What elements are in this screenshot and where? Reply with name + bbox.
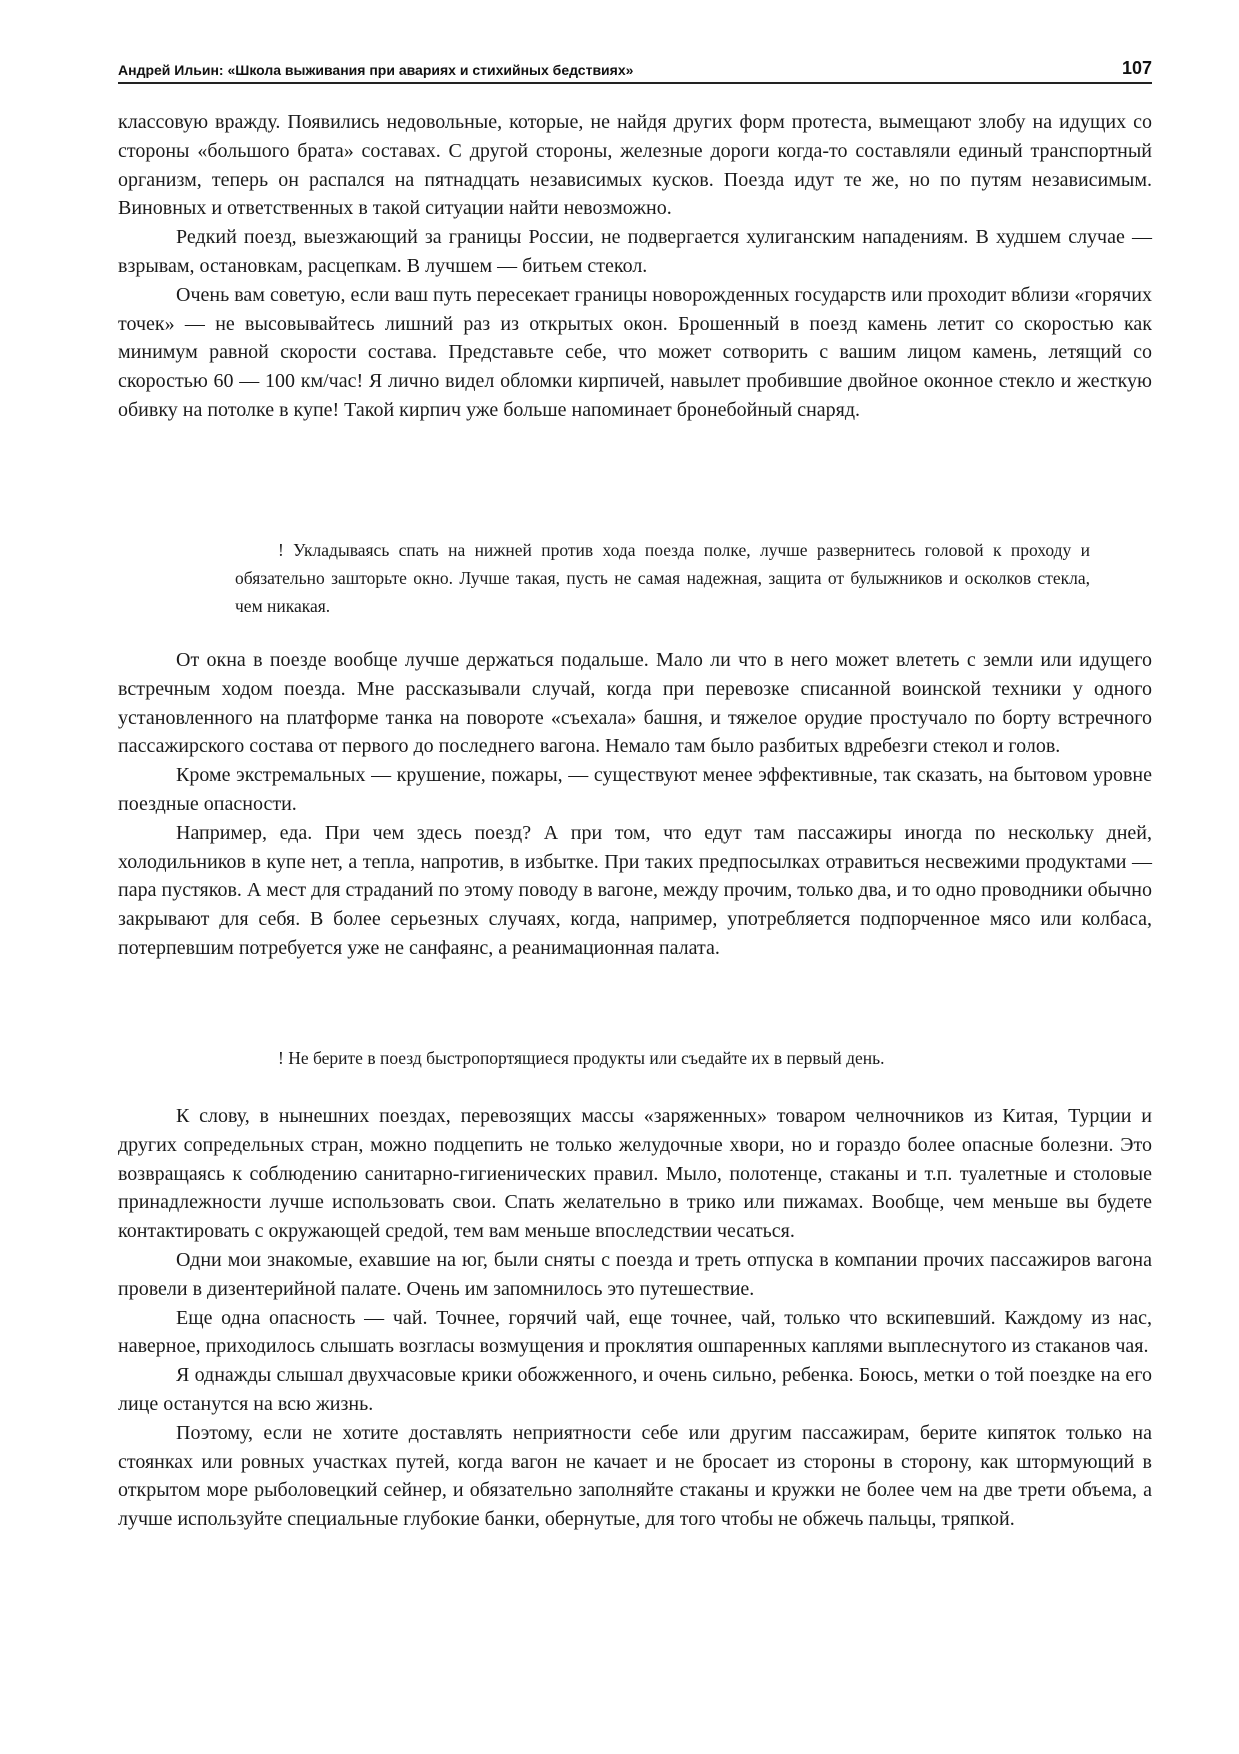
warning-note: ! Укладываясь спать на нижней против хода поезда полке, лучше развернитесь головой к проходу и обязательно зашторьте окно. Лучше такая, пусть не самая надежная, защита от булыжников и осколков стекла, чем никакая. [235, 540, 1090, 616]
warning-note: ! Не берите в поезд быстропортящиеся продукты или съедайте их в первый день. [278, 1048, 885, 1068]
paragraph: Одни мои знакомые, ехавшие на юг, были сняты с поезда и треть отпуска в компании прочих пассажиров вагона провели в дизентерийной палате. Очень им запомнилось это путешествие. [118, 1248, 1152, 1300]
paragraph: Поэтому, если не хотите доставлять неприятности себе или другим пассажирам, берите кипяток только на стоянках или ровных участках путей, когда вагон не качает и не бросает из стороны в сторону, как штормующий в открытом море рыболовецкий сейнер, и обязательно заполняйте стаканы и кружки не более чем на две трети объема, а лучше используйте специальные глубокие банки, обернутые, для того чтобы не обжечь пальцы, тряпкой. [118, 1421, 1152, 1531]
text-block-2 [118, 646, 1152, 963]
paragraph: Еще одна опасность — чай. Точнее, горячий чай, еще точнее, чай, только что вскипевший. Каждому из нас, наверное, приходилось слышать возгласы возмущения и проклятия ошпаренных каплями выплеснутого из стаканов чая. [118, 1306, 1152, 1358]
text-block-3 [118, 1102, 1152, 1534]
paragraph: От окна в поезде вообще лучше держаться подальше. Мало ли что в него может влететь с земли или идущего встречным ходом поезда. Мне рассказывали случай, когда при перевозке списанной воинской техники у одного установленного на платформе танка на повороте «съехала» башня, и тяжелое орудие простучало по борту встречного пассажирского состава от первого до последнего вагона. Немало там было разбитых вдребезги стекол и голов. [118, 649, 1152, 758]
paragraph: Кроме экстремальных — крушение, пожары, — существуют менее эффективные, так сказать, на бытовом уровне поездные опасности. [118, 764, 1152, 815]
paragraph: Очень вам советую, если ваш путь пересекает границы новорожденных государств или проходит вблизи «горячих точек» — не высовывайтесь лишний раз из открытых окон. Брошенный в поезд камень летит со скоростью как минимум равной скорости состава. Представьте себе, что может сотворить с вашим лицом камень, летящий со скоростью 60 — 100 км/час! Я лично видел обломки кирпичей, навылет пробившие двойное оконное стекло и жесткую обивку на потолке в купе! Такой кирпич уже больше напоминает бронебойный снаряд. [118, 283, 1152, 421]
paragraph: Редкий поезд, выезжающий за границы России, не подвергается хулиганским нападениям. В худшем случае — взрывам, остановкам, расцепкам. В лучшем — битьем стекол. [118, 226, 1152, 277]
header-title: Андрей Ильин: «Школа выживания при авариях и стихийных бедствиях» [118, 62, 634, 78]
running-header [118, 54, 1152, 84]
paragraph: Я однажды слышал двухчасовые крики обожженного, и очень сильно, ребенка. Боюсь, метки о той поездке на его лице останутся на всю жизнь. [118, 1364, 1152, 1415]
text-block-1 [118, 108, 1152, 425]
paragraph: К слову, в нынешних поездах, перевозящих массы «заряженных» товаром челночников из Китая, Турции и других сопредельных стран, можно подцепить не только желудочные хвори, но и гораздо более опасные болезни. Это возвращаясь к соблюдению санитарно-гигиенических правил. Мыло, полотенце, стаканы и т.п. туалетные и столовые принадлежности лучше использовать свои. Спать желательно в трико или пижамах. Вообще, чем меньше вы будете контактировать с окружающей средой, тем вам меньше впоследствии чесаться. [118, 1105, 1152, 1243]
paragraph: классовую вражду. Появились недовольные, которые, не найдя других форм протеста, вымещают злобу на идущих со стороны «большого брата» составах. С другой стороны, железные дороги когда-то составляли единый транспортный организм, теперь он распался на пятнадцать независимых кусков. Поезда идут те же, но по путям независимым. Виновных и ответственных в такой ситуации найти невозможно. [118, 111, 1152, 220]
page-number: 107 [1121, 58, 1152, 78]
paragraph: Например, еда. При чем здесь поезд? А при том, что едут там пассажиры иногда по нескольку дней, холодильников в купе нет, а тепла, напротив, в избытке. При таких предпосылках отравиться несвежими продуктами — пара пустяков. А мест для страданий по этому поводу в вагоне, между прочим, только два, и то одно проводники обычно закрывают для себя. В более серьезных случаях, когда, например, употребляется подпорченное мясо или колбаса, потерпевшим потребуется уже не санфаянс, а реанимационная палата. [118, 821, 1152, 959]
